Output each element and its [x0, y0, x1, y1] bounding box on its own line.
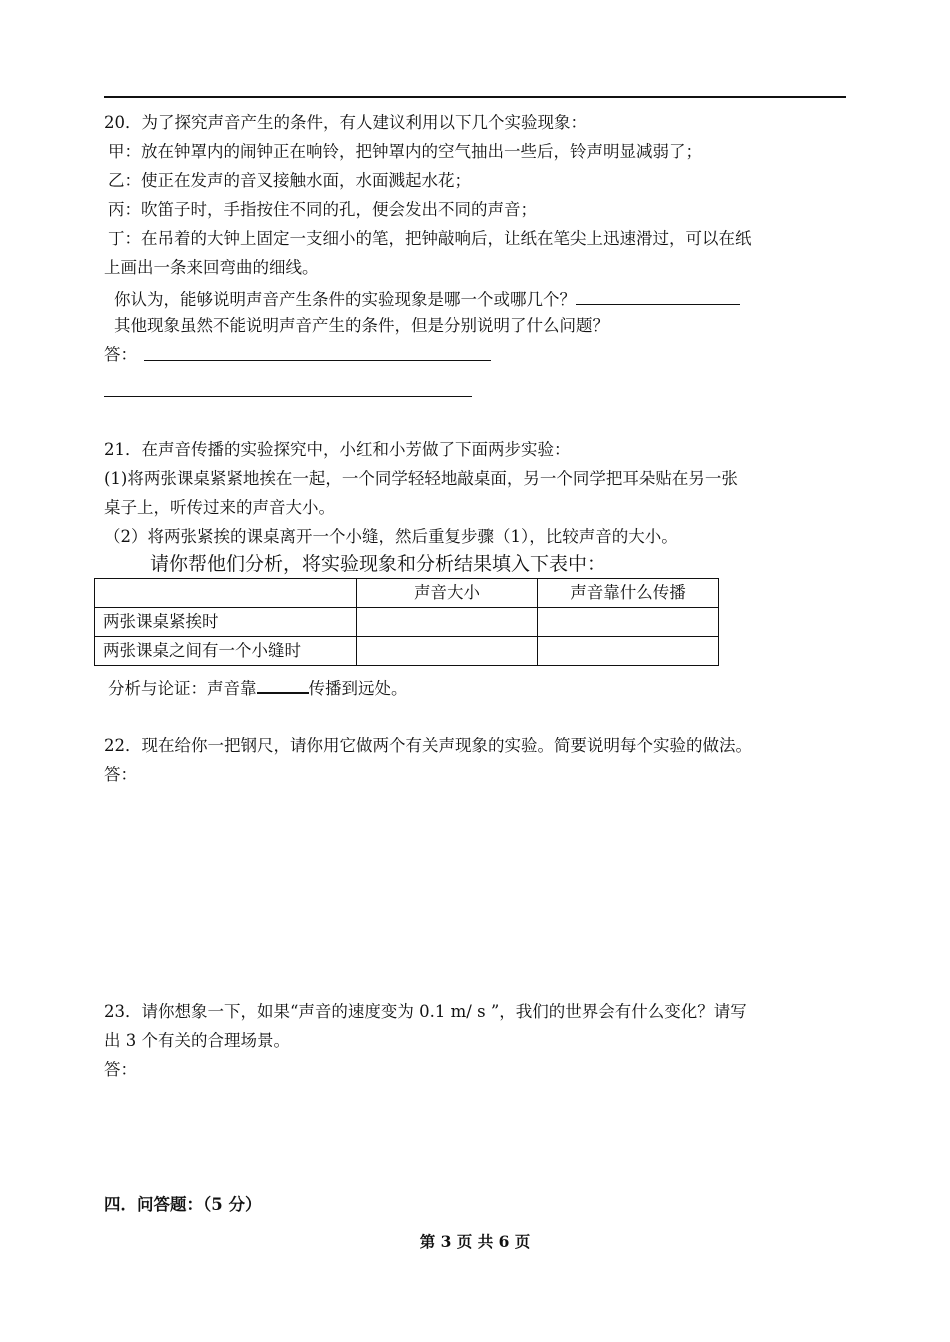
section-heading: 四．问答题：（5 分）: [104, 1195, 262, 1214]
q22-answer-label: 答：: [104, 765, 137, 784]
q23-answer-label: 答：: [104, 1060, 137, 1079]
q20-ask-1-blank[interactable]: [576, 286, 740, 305]
q21-step2: （2）将两张紧挨的课桌离开一个小缝，然后重复步骤（1），比较声音的大小。: [104, 527, 678, 546]
table-header-cell: 声音靠什么传播: [538, 579, 719, 608]
q20-option-bing: 丙：吹笛子时，手指按住不同的孔，便会发出不同的声音；: [108, 200, 537, 219]
q20-option-yi: 乙：使正在发声的音叉接触水面，水面溅起水花；: [108, 171, 471, 190]
table-row: [95, 637, 719, 666]
q21-conclusion-blank[interactable]: [257, 674, 309, 694]
q20-option-jia: 甲：放在钟罩内的闹钟正在响铃，把钟罩内的空气抽出一些后，铃声明显减弱了；: [108, 142, 702, 161]
table-row: [95, 608, 719, 637]
q20-ask-1-text: 你认为，能够说明声音产生条件的实验现象是哪一个或哪几个？: [114, 290, 576, 309]
table-header-row: [95, 579, 719, 608]
q20-answer-line-2[interactable]: [104, 396, 472, 397]
observation-table: [94, 578, 719, 666]
header-rule: [104, 96, 846, 98]
table-answer-cell[interactable]: [357, 637, 538, 666]
q20-answer-label: 答：: [104, 345, 137, 364]
table-answer-cell[interactable]: [538, 637, 719, 666]
table-row-label: 两张课桌紧挨时: [95, 608, 357, 637]
table-header-cell: [95, 579, 357, 608]
q20-ask-1: [114, 286, 740, 311]
table-header-cell: 声音大小: [357, 579, 538, 608]
q21-instruction: 请你帮他们分析，将实验现象和分析结果填入下表中：: [150, 553, 607, 575]
q21-step1-line2: 桌子上，听传过来的声音大小。: [104, 498, 335, 517]
table-answer-cell[interactable]: [538, 608, 719, 637]
q23-stem-line2: 出 3 个有关的合理场景。: [104, 1031, 290, 1050]
q21-conclusion-post: 传播到远处。: [308, 679, 408, 698]
q20-answer-line-1[interactable]: [144, 360, 491, 361]
q21-conclusion-pre: 分析与论证：声音靠: [108, 679, 257, 698]
q23-stem-line1: 23．请你想象一下，如果“声音的速度变为 0.1 m/ s ”，我们的世界会有什么变化？请写: [104, 1002, 747, 1021]
q21-step1-line1: (1)将两张课桌紧紧地挨在一起，一个同学轻轻地敲桌面，另一个同学把耳朵贴在另一张: [104, 469, 738, 488]
q20-option-ding-line1: 丁：在吊着的大钟上固定一支细小的笔，把钟敲响后，让纸在笔尖上迅速滑过，可以在纸: [108, 229, 752, 248]
q21-stem: 21．在声音传播的实验探究中，小红和小芳做了下面两步实验：: [104, 440, 571, 459]
table-answer-cell[interactable]: [357, 608, 538, 637]
q20-option-ding-line2: 上画出一条来回弯曲的细线。: [104, 258, 319, 277]
page-footer: 第 3 页 共 6 页: [419, 1232, 531, 1251]
table-row-label: 两张课桌之间有一个小缝时: [95, 637, 357, 666]
q21-conclusion: [108, 674, 408, 700]
q20-ask-2: 其他现象虽然不能说明声音产生的条件，但是分别说明了什么问题？: [114, 316, 609, 335]
q22-stem: 22．现在给你一把钢尺，请你用它做两个有关声现象的实验。简要说明每个实验的做法。: [104, 736, 752, 755]
q20-stem: 20．为了探究声音产生的条件，有人建议利用以下几个实验现象：: [104, 113, 587, 132]
